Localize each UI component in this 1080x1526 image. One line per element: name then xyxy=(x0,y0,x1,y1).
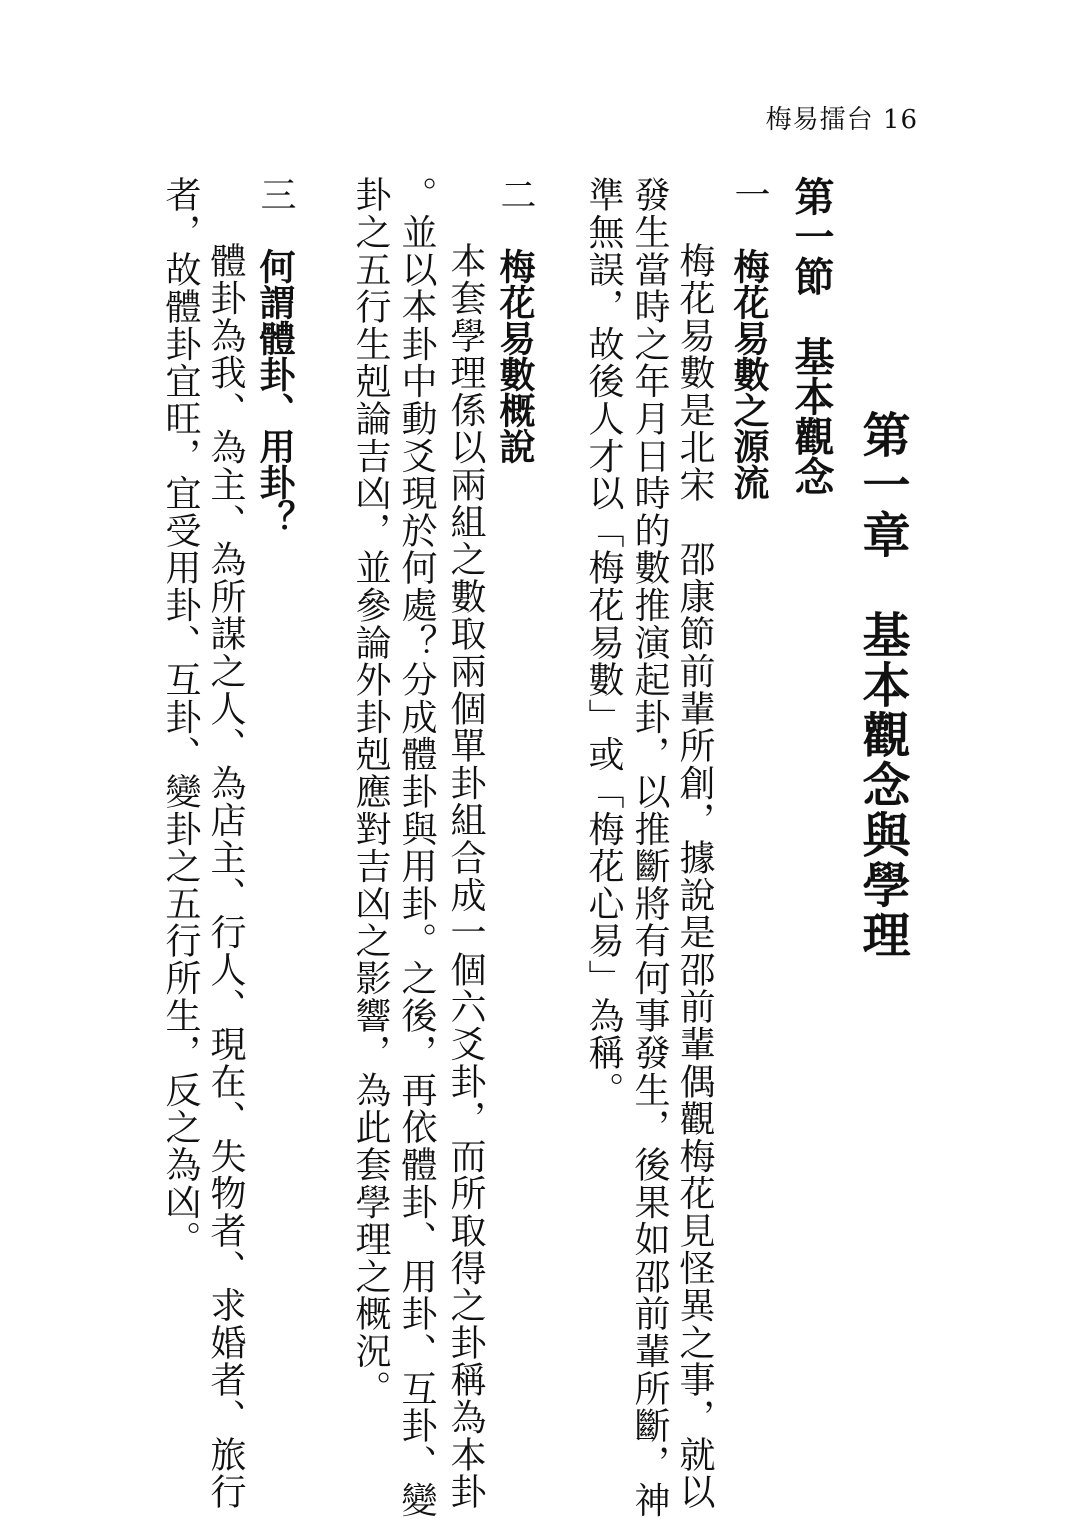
paragraph-line: 準無誤，故後人才以「梅花易數」或「梅花心易」為稱。 xyxy=(583,176,624,1109)
item-heading-3 xyxy=(254,176,296,536)
running-head: 梅易擂台 16 xyxy=(765,105,918,135)
paragraph-line: 。並以本卦中動爻現於何處？分成體卦與用卦。之後，再依體卦、用卦、互卦、變 xyxy=(396,176,437,1519)
paragraph-line: 本套學理係以兩組之數取兩個單卦組合成一個六爻卦，而所取得之卦稱為本卦 xyxy=(445,242,486,1511)
item-number: 一 xyxy=(729,176,770,212)
paragraph-line: 體卦為我、為主、為所謀之人、為店主、行人、現在、失物者、求婚者、旅行 xyxy=(205,242,246,1511)
item-heading-2 xyxy=(494,176,536,464)
item-number: 三 xyxy=(255,176,296,212)
item-number: 二 xyxy=(495,176,536,212)
paragraph-line: 者，故體卦宜旺，宜受用卦、互卦、變卦之五行所生，反之為凶。 xyxy=(160,176,201,1258)
item-heading-text: 梅花易數概說 xyxy=(494,248,536,464)
paragraph-line: 梅花易數是北宋 邵康節前輩所創，據說是邵前輩偶觀梅花見怪異之事，就以 xyxy=(674,242,715,1511)
paragraph-line: 卦之五行生剋論吉凶，並參論外卦剋應對吉凶之影響，為此套學理之概況。 xyxy=(350,176,391,1407)
item-heading-text: 梅花易數之源流 xyxy=(728,248,770,500)
section-title: 第一節 基本觀念 xyxy=(788,176,835,496)
paragraph-line: 發生當時之年月日時的數推演起卦，以推斷將有何事發生，後果如邵前輩所斷，神 xyxy=(629,176,670,1519)
chapter-title: 第一章 基本觀念與學理 xyxy=(854,410,910,960)
item-heading-text: 何謂體卦、用卦？ xyxy=(254,248,296,536)
item-heading-1 xyxy=(728,176,770,500)
